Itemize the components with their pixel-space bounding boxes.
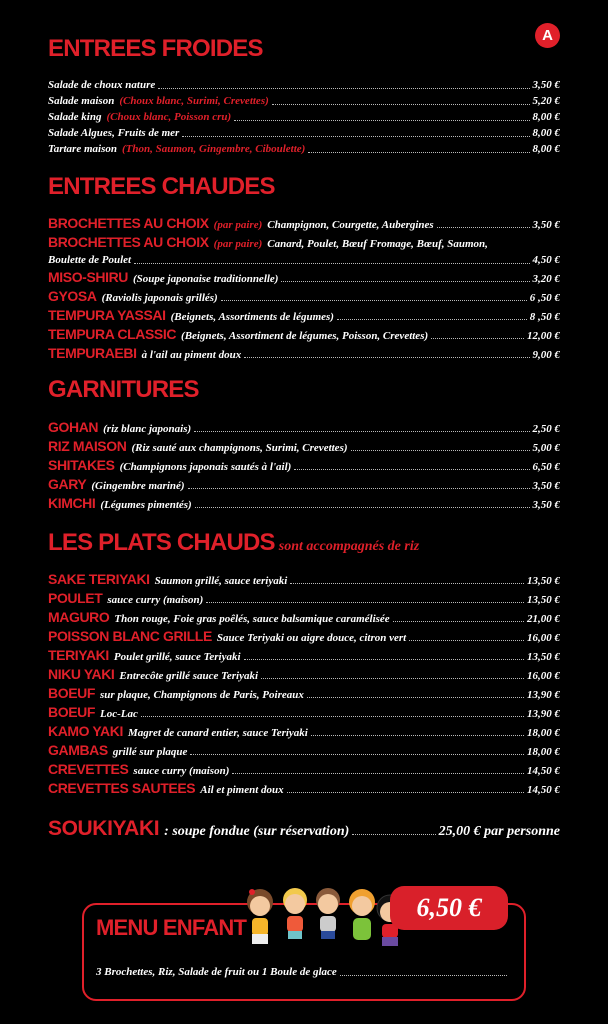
item-price: 13,50 € <box>527 575 560 587</box>
item-name: POISSON BLANC GRILLE <box>48 628 212 644</box>
child-2 <box>283 888 307 939</box>
menu-item <box>48 418 560 437</box>
item-desc: Saumon grillé, sauce teriyaki <box>154 575 288 587</box>
item-desc: (riz blanc japonais) <box>103 423 192 435</box>
item-name: NIKU YAKI <box>48 666 115 682</box>
item-name: BROCHETTES AU CHOIX <box>48 215 209 231</box>
menu-enfant-title: MENU ENFANT <box>96 915 247 940</box>
menu-item-continued <box>48 252 560 268</box>
leader-dots <box>134 262 529 264</box>
leader-dots <box>393 620 524 622</box>
leader-dots <box>294 468 529 470</box>
leader-dots <box>261 677 524 679</box>
section-heading <box>48 34 263 64</box>
menu-item <box>48 233 560 252</box>
menu-item <box>48 93 560 109</box>
menu-item <box>48 306 560 325</box>
section-heading <box>48 375 199 405</box>
leader-dots <box>244 356 529 358</box>
menu-item <box>48 125 560 141</box>
item-desc: Thon rouge, Foie gras poêlés, sauce balsamique caramélisée <box>114 613 390 625</box>
leader-dots <box>352 833 435 835</box>
item-price: 13,50 € <box>527 651 560 663</box>
item-price: 9,00 € <box>532 349 560 361</box>
section-items <box>48 214 560 363</box>
leader-dots <box>272 103 530 105</box>
item-desc: (Raviolis japonais grillés) <box>101 292 218 304</box>
menu-item <box>48 779 560 798</box>
menu-item <box>48 475 560 494</box>
item-desc: Salade king <box>48 111 102 123</box>
menu-item <box>48 437 560 456</box>
item-price: 16,00 € <box>527 632 560 644</box>
item-price: 8,00 € <box>532 127 560 139</box>
menu-item <box>48 77 560 93</box>
item-desc: Sauce Teriyaki ou aigre douce, citron vert <box>216 632 407 644</box>
leader-dots <box>340 974 507 976</box>
item-name: SAKE TERIYAKI <box>48 571 150 587</box>
menu-item <box>48 109 560 125</box>
leader-dots <box>287 791 524 793</box>
leader-dots <box>244 658 524 660</box>
item-desc: (Soupe japonaise traditionnelle) <box>133 273 279 285</box>
leader-dots <box>221 299 527 301</box>
leader-dots <box>194 430 529 432</box>
item-name: RIZ MAISON <box>48 438 127 454</box>
item-desc: Poulet grillé, sauce Teriyaki <box>113 651 241 663</box>
item-price: 3,20 € <box>532 273 560 285</box>
item-desc: sauce curry (maison) <box>107 594 204 606</box>
item-price: 4,50 € <box>532 254 560 266</box>
item-note: (Choux blanc, Surimi, Crevettes) <box>119 95 269 107</box>
item-desc: sauce curry (maison) <box>133 765 230 777</box>
item-price: 2,50 € <box>532 423 560 435</box>
item-price: 8,00 € <box>532 143 560 155</box>
item-desc: Champignon, Courgette, Aubergines <box>267 219 434 231</box>
item-desc: grillé sur plaque <box>112 746 188 758</box>
leader-dots <box>351 449 530 451</box>
leader-dots <box>188 487 530 489</box>
section-items <box>48 418 560 513</box>
item-price: 12,00 € <box>527 330 560 342</box>
leader-dots <box>311 734 524 736</box>
item-desc: Magret de canard entier, sauce Teriyaki <box>127 727 308 739</box>
item-desc: (Gingembre mariné) <box>91 480 185 492</box>
menu-item <box>48 268 560 287</box>
leader-dots <box>190 753 524 755</box>
menu-item <box>48 703 560 722</box>
item-name: POULET <box>48 590 103 606</box>
item-name: GAMBAS <box>48 742 108 758</box>
menu-enfant-desc: 3 Brochettes, Riz, Salade de fruit ou 1 Boule de glace <box>96 966 337 978</box>
item-price: 21,00 € <box>527 613 560 625</box>
item-desc: Loc-Lac <box>100 708 138 720</box>
item-price: 8 ,50 € <box>529 311 560 323</box>
item-name: MAGURO <box>48 609 110 625</box>
page-badge: A <box>535 23 560 48</box>
item-desc: à l'ail au piment doux <box>141 349 242 361</box>
menu-item <box>48 287 560 306</box>
leader-dots <box>141 715 524 717</box>
item-name: GARY <box>48 476 87 492</box>
leader-dots <box>195 506 530 508</box>
item-name: SHITAKES <box>48 457 115 473</box>
item-price: 3,50 € <box>532 219 560 231</box>
child-1 <box>247 889 273 944</box>
item-name: GYOSA <box>48 288 97 304</box>
item-price: 18,00 € <box>527 746 560 758</box>
item-note: (Thon, Saumon, Gingembre, Ciboulette) <box>121 143 306 155</box>
item-name: TEMPURA CLASSIC <box>48 326 177 342</box>
leader-dots <box>307 696 524 698</box>
menu-item <box>48 665 560 684</box>
item-name: TERIYAKI <box>48 647 109 663</box>
item-name: MISO-SHIRU <box>48 269 129 285</box>
item-desc: (Champignons japonais sautés à l'ail) <box>119 461 292 473</box>
menu-item <box>48 608 560 627</box>
leader-dots <box>281 280 529 282</box>
item-price: 6,50 € <box>532 461 560 473</box>
item-price: 3,50 € <box>532 79 560 91</box>
section-heading <box>48 528 419 562</box>
item-desc: Tartare maison <box>48 143 117 155</box>
item-name: CREVETTES SAUTEES <box>48 780 196 796</box>
item-price: 14,50 € <box>527 784 560 796</box>
item-note: (par paire) <box>213 238 263 250</box>
item-desc: Salade maison <box>48 95 115 107</box>
item-price: 3,50 € <box>532 499 560 511</box>
item-name: SOUKIYAKI <box>48 817 160 840</box>
section-title: GARNITURES <box>48 376 199 403</box>
leader-dots <box>206 601 524 603</box>
item-name: GOHAN <box>48 419 99 435</box>
item-desc: (Beignets, Assortiment de légumes, Poisson, Crevettes) <box>181 330 429 342</box>
menu-item <box>48 325 560 344</box>
item-desc: sur plaque, Champignons de Paris, Poireaux <box>100 689 304 701</box>
item-desc: Ail et piment doux <box>200 784 284 796</box>
child-4 <box>349 889 375 940</box>
item-price: 18,00 € <box>527 727 560 739</box>
item-desc: (Beignets, Assortiments de légumes) <box>170 311 334 323</box>
item-price: 8,00 € <box>532 111 560 123</box>
leader-dots <box>431 337 524 339</box>
item-desc: Salade de choux nature <box>48 79 156 91</box>
menu-item <box>48 741 560 760</box>
menu-item <box>48 456 560 475</box>
item-desc: Canard, Poulet, Bœuf Fromage, Bœuf, Saumon, <box>267 238 488 250</box>
item-price: 13,50 € <box>527 594 560 606</box>
item-name: BOEUF <box>48 704 96 720</box>
menu-item <box>48 494 560 513</box>
item-name: TEMPURA YASSAI <box>48 307 166 323</box>
item-desc: (Riz sauté aux champignons, Surimi, Crevettes) <box>131 442 348 454</box>
item-price: 6 ,50 € <box>529 292 560 304</box>
menu-item <box>48 646 560 665</box>
child-3 <box>316 888 340 939</box>
leader-dots <box>337 318 527 320</box>
item-note: (par paire) <box>213 219 263 231</box>
item-name: TEMPURAEBI <box>48 345 137 361</box>
menu-item <box>48 570 560 589</box>
item-price: 5,00 € <box>532 442 560 454</box>
menu-item <box>48 684 560 703</box>
item-name: BOEUF <box>48 685 96 701</box>
menu-item <box>48 760 560 779</box>
soukiyaki-row <box>48 815 560 846</box>
menu-item <box>48 627 560 646</box>
leader-dots <box>409 639 524 641</box>
item-desc: (Légumes pimentés) <box>100 499 192 511</box>
menu-item <box>48 589 560 608</box>
item-desc: : soupe fondue (sur réservation) <box>164 824 350 839</box>
item-name: BROCHETTES AU CHOIX <box>48 234 209 250</box>
menu-enfant-price: 6,50 € <box>390 886 508 930</box>
section-items <box>48 77 560 157</box>
leader-dots <box>182 135 529 137</box>
section-title: ENTREES CHAUDES <box>48 173 275 200</box>
item-price: 25,00 € par personne <box>438 824 560 839</box>
item-price: 13,90 € <box>527 708 560 720</box>
item-price: 16,00 € <box>527 670 560 682</box>
leader-dots <box>437 226 530 228</box>
leader-dots <box>308 151 529 153</box>
menu-item <box>48 141 560 157</box>
item-price: 13,90 € <box>527 689 560 701</box>
item-name: KIMCHI <box>48 495 96 511</box>
section-title: LES PLATS CHAUDS <box>48 529 275 556</box>
leader-dots <box>290 582 524 584</box>
section-title: ENTREES FROIDES <box>48 35 263 62</box>
section-items <box>48 570 560 798</box>
menu-enfant-desc-row <box>96 964 510 980</box>
item-price: 14,50 € <box>527 765 560 777</box>
leader-dots <box>232 772 524 774</box>
menu-item <box>48 344 560 363</box>
section-subtitle: sont accompagnés de riz <box>278 539 420 554</box>
item-name: CREVETTES <box>48 761 129 777</box>
item-desc: Entrecôte grillé sauce Teriyaki <box>119 670 259 682</box>
leader-dots <box>234 119 529 121</box>
leader-dots <box>158 87 529 89</box>
menu-item <box>48 722 560 741</box>
item-desc: Salade Algues, Fruits de mer <box>48 127 180 139</box>
item-note: (Choux blanc, Poisson cru) <box>106 111 232 123</box>
menu-item <box>48 214 560 233</box>
item-price: 3,50 € <box>532 480 560 492</box>
children-illustration <box>240 886 415 966</box>
item-price: 5,20 € <box>532 95 560 107</box>
section-heading <box>48 172 275 202</box>
item-name: KAMO YAKI <box>48 723 123 739</box>
item-desc: Boulette de Poulet <box>48 254 132 266</box>
